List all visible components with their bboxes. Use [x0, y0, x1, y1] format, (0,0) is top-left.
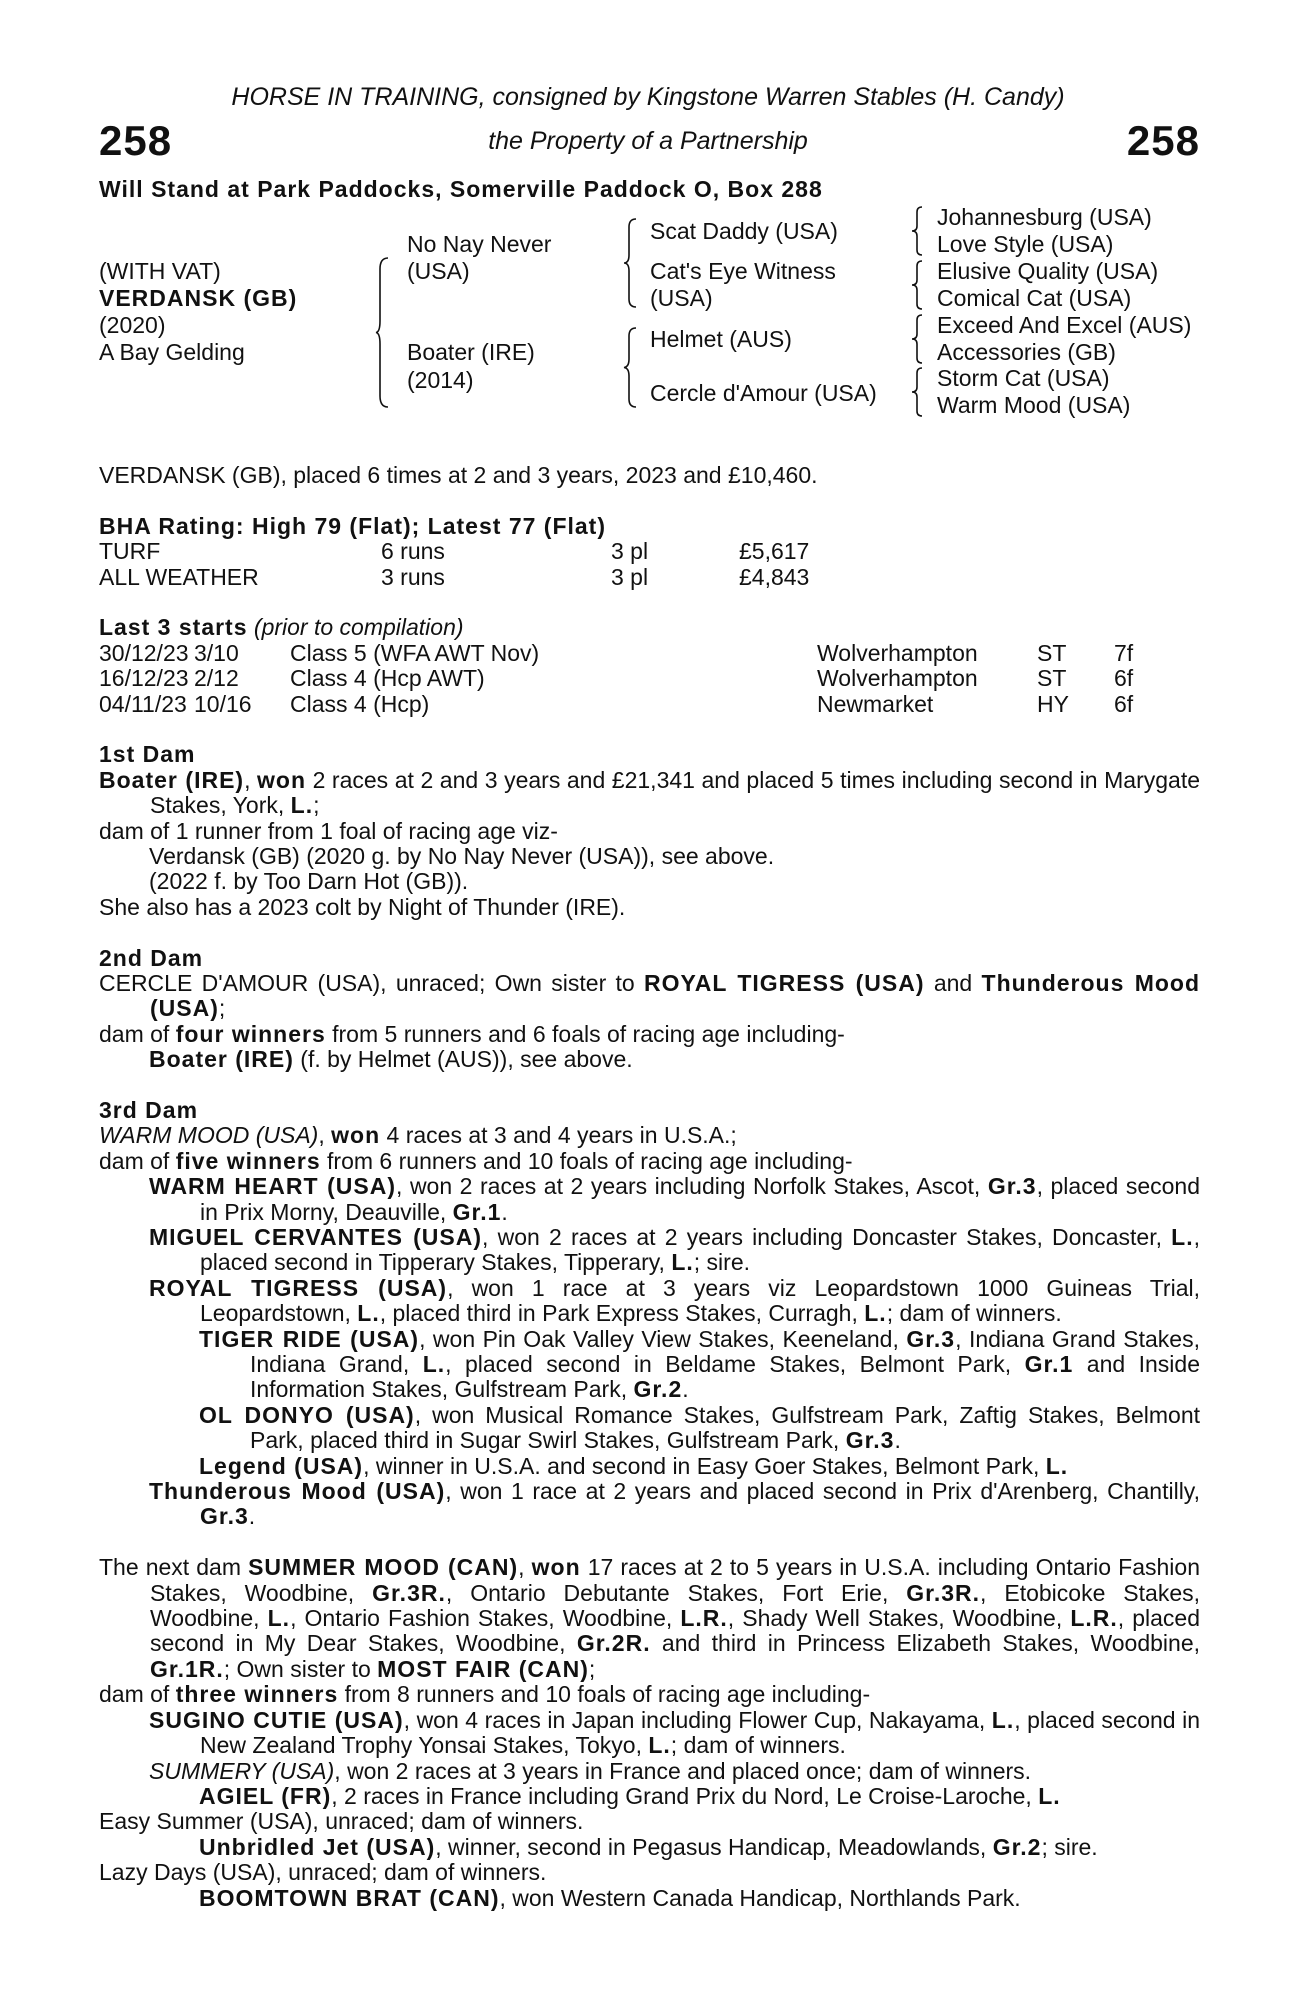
text: ; sire. [693, 1249, 751, 1276]
pedigree-paragraph [99, 1555, 1200, 1682]
runs: 6 runs [381, 538, 445, 565]
text: , winner, second in Pegasus Handicap, Meadowlands, [435, 1833, 993, 1860]
text: 4 races at 3 and 4 years in U.S.A.; [380, 1122, 737, 1149]
text: , winner in U.S.A. and second in Easy Goer Stakes, Belmont Park, [363, 1452, 1046, 1479]
bold-text: SUMMER MOOD (CAN) [248, 1554, 519, 1581]
text: , won 1 race at 2 years and placed second in Prix d'Arenberg, Chantilly, [445, 1478, 1200, 1505]
text: , won Pin Oak Valley View Stakes, Keeneland, [419, 1325, 907, 1352]
brace-icon [912, 206, 924, 256]
bold-text: L. [1045, 1452, 1069, 1479]
bold-text: L.R. [680, 1605, 728, 1632]
rating-row [99, 565, 1200, 590]
pedigree-paragraph [99, 1047, 1200, 1072]
bold-text: Legend (USA) [199, 1452, 364, 1479]
text: , Etobicoke Stakes, Woodbine, [150, 1579, 1201, 1632]
bold-text: four winners [175, 1020, 326, 1047]
text: dam of 1 runner from 1 foal of racing age viz- [99, 817, 558, 844]
placed: 3 pl [611, 563, 649, 590]
text: , placed third in Park Express Stakes, Curragh, [379, 1300, 865, 1327]
bold-text: Gr.3 [845, 1427, 895, 1454]
brace-icon [912, 260, 924, 310]
text: , won 4 races in Japan including Flower Cup, Nakayama, [403, 1706, 992, 1733]
bold-text: Gr.2 [633, 1376, 683, 1403]
pedigree-paragraph [99, 895, 1200, 920]
bold-text: ROYAL TIGRESS (USA) [149, 1274, 448, 1301]
pedigree-paragraph [99, 971, 1200, 1022]
text: Lazy Days (USA), unraced; dam of winners. [99, 1859, 547, 1886]
text: , Ontario Debutante Stakes, Fort Erie, [445, 1579, 907, 1606]
text: ; sire. [1041, 1833, 1098, 1860]
sire-dam: Cat's Eye Witness [650, 258, 836, 284]
start-course: Wolverhampton [817, 639, 978, 666]
text: and Inside Information Stakes, Gulfstream Park, [250, 1351, 1200, 1403]
start-race: Class 5 (WFA AWT Nov) [290, 639, 540, 666]
bold-text: Unbridled Jet (USA) [199, 1833, 436, 1860]
brace-icon [912, 367, 924, 417]
italic-text: SUMMERY (USA) [149, 1757, 335, 1784]
text: . [501, 1198, 508, 1225]
bold-text: SUGINO CUTIE (USA) [149, 1706, 404, 1733]
pedigree-paragraph [99, 742, 1200, 767]
text: The next dam [99, 1554, 249, 1581]
text: from 8 runners and 10 foals of racing age including- [338, 1681, 871, 1708]
great-grandparent: Accessories (GB) [937, 339, 1116, 365]
pedigree-paragraph [99, 1809, 1200, 1834]
surface: ALL WEATHER [99, 563, 259, 590]
bold-text: L. [1038, 1782, 1061, 1809]
bold-text: Thunderous Mood (USA) [150, 969, 1201, 1022]
text: from 6 runners and 10 foals of racing age including- [320, 1147, 853, 1174]
horse-name: VERDANSK (GB) [99, 285, 298, 311]
ownership-subtitle: the Property of a Partnership [488, 127, 808, 155]
text: CERCLE D'AMOUR (USA), unraced; Own sister to [99, 969, 645, 996]
text: and [924, 969, 982, 996]
text: dam of [99, 1020, 176, 1047]
bold-text: five winners [175, 1147, 321, 1174]
text: Easy Summer (USA), unraced; dam of winners. [99, 1808, 584, 1835]
pedigree-paragraph [99, 869, 1200, 894]
foaling-year: (2020) [99, 312, 166, 338]
text: ; dam of winners. [886, 1300, 1062, 1327]
bold-text: Gr.3 [906, 1325, 956, 1352]
bold-text: Gr.1 [452, 1198, 502, 1225]
text: , placed second in My Dear Stakes, Woodbine, [150, 1605, 1201, 1657]
vat-note: (WITH VAT) [99, 258, 221, 284]
brace-icon [376, 257, 390, 408]
great-grandparent: Warm Mood (USA) [937, 392, 1131, 418]
bold-text: Gr.1R. [150, 1655, 224, 1682]
earnings: £5,617 [739, 538, 810, 565]
sire-name: No Nay Never [407, 231, 552, 257]
race-summary [99, 463, 1200, 488]
bold-text: Thunderous Mood (USA) [149, 1478, 446, 1505]
text: dam of [99, 1147, 176, 1174]
text: ; dam of winners. [670, 1732, 846, 1759]
pedigree-paragraph [99, 1708, 1200, 1759]
text: . [894, 1427, 901, 1454]
bold-text: L. [1171, 1223, 1194, 1250]
bold-text: Gr.2 [992, 1833, 1042, 1860]
bold-text: OL DONYO (USA) [199, 1401, 415, 1428]
start-date: 04/11/23 [99, 690, 187, 717]
text: (2022 f. by Too Darn Hot (GB)). [149, 868, 469, 895]
pedigree-paragraph [99, 819, 1200, 844]
text: , won 2 races at 2 years including Doncaster Stakes, Doncaster, [482, 1223, 1172, 1250]
text: ; [588, 1655, 596, 1682]
bold-text: Boater (IRE) [149, 1046, 294, 1073]
surface: TURF [99, 538, 161, 565]
pedigree-paragraph [99, 844, 1200, 869]
great-grandparent: Storm Cat (USA) [937, 365, 1110, 391]
pedigree-paragraph [99, 1149, 1200, 1174]
bold-text: Gr.3R. [906, 1579, 981, 1606]
placed: 3 pl [611, 538, 649, 565]
stand-location: Will Stand at Park Paddocks, Somerville Paddock O, Box 288 [99, 176, 823, 202]
bold-text: WARM HEART (USA) [149, 1173, 397, 1200]
bold-text: MIGUEL CERVANTES (USA) [149, 1223, 483, 1250]
text: , placed second in Tipperary Stakes, Tipperary, [200, 1223, 1200, 1276]
pedigree-paragraph [99, 1835, 1200, 1860]
horse-description: A Bay Gelding [99, 339, 245, 365]
text: 2 races at 2 and 3 years and £21,341 and placed 5 times including second in Marygate Stakes, York, [150, 766, 1201, 819]
bold-text: L. [267, 1605, 291, 1632]
earnings: £4,843 [739, 563, 810, 590]
last-start-row [99, 641, 1200, 666]
text: . [248, 1503, 256, 1530]
start-dist: 6f [1114, 690, 1134, 717]
last-starts-title: Last 3 starts [99, 614, 248, 641]
start-course: Wolverhampton [817, 665, 978, 692]
bold-text: L. [357, 1300, 380, 1327]
dam-dam: Cercle d'Amour (USA) [650, 380, 877, 406]
bold-text: TIGER RIDE (USA) [199, 1325, 420, 1352]
consignor-title: HORSE IN TRAINING, consigned by Kingstone Warren Stables (H. Candy) [231, 83, 1065, 111]
great-grandparent: Elusive Quality (USA) [937, 258, 1159, 284]
bold-text: Gr.1 [1024, 1351, 1074, 1378]
pedigree-paragraph [99, 1276, 1200, 1327]
brace-icon [912, 314, 924, 364]
text: 17 races at 2 to 5 years in U.S.A. including Ontario Fashion Stakes, Woodbine, [150, 1554, 1200, 1606]
text: , [244, 766, 258, 793]
dam-name: Boater (IRE) [407, 339, 535, 365]
runs: 3 runs [381, 563, 445, 590]
bold-text: AGIEL (FR) [199, 1782, 332, 1809]
start-date: 30/12/23 [99, 639, 189, 666]
text: (f. by Helmet (AUS)), see above. [293, 1046, 633, 1073]
text: , Indiana Grand Stakes, Indiana Grand, [250, 1325, 1200, 1378]
start-race: Class 4 (Hcp) [290, 690, 430, 717]
great-grandparent: Love Style (USA) [937, 231, 1114, 257]
great-grandparent: Comical Cat (USA) [937, 285, 1132, 311]
dam-year: (2014) [407, 367, 474, 393]
bold-text: Boater (IRE) [99, 766, 245, 793]
rating-heading [99, 514, 1200, 539]
pedigree-paragraph [99, 1479, 1200, 1530]
start-course: Newmarket [817, 690, 934, 717]
last-start-row [99, 666, 1200, 691]
sire-country: (USA) [407, 258, 470, 284]
rating-heading-text: BHA Rating: High 79 (Flat); Latest 77 (Flat) [99, 512, 606, 539]
start-going: ST [1037, 665, 1067, 692]
text: ; [218, 995, 226, 1022]
text: , [518, 1554, 532, 1581]
text: , placed second in Beldame Stakes, Belmont Park, [445, 1351, 1025, 1378]
text: . [682, 1376, 689, 1403]
text: ; Own sister to [223, 1655, 378, 1682]
brace-icon [624, 327, 638, 408]
pedigree-paragraph [99, 768, 1200, 819]
bold-text: Gr.2R. [576, 1630, 651, 1657]
start-pos: 10/16 [194, 690, 252, 717]
great-grandparent: Exceed And Excel (AUS) [937, 312, 1192, 338]
bold-text: won [531, 1554, 581, 1581]
text: , Ontario Fashion Stakes, Woodbine, [290, 1605, 681, 1632]
pedigree-paragraph [99, 1225, 1200, 1276]
bold-text: L. [422, 1351, 446, 1378]
text: and third in Princess Elizabeth Stakes, Woodbine, [650, 1630, 1200, 1657]
last-starts-heading [99, 615, 1200, 640]
pedigree-paragraph [99, 1682, 1200, 1707]
pedigree-paragraph [99, 1174, 1200, 1225]
dam-sire: Helmet (AUS) [650, 326, 792, 352]
bold-text: won [331, 1122, 381, 1149]
bold-text: L. [991, 1706, 1015, 1733]
summary-text: VERDANSK (GB), placed 6 times at 2 and 3 years, 2023 and £10,460. [99, 462, 818, 488]
text: , 2 races in France including Grand Prix du Nord, Le Croise-Laroche, [331, 1782, 1039, 1809]
catalogue-body [99, 463, 1200, 1911]
lot-number-left: 258 [99, 117, 173, 164]
bold-text: Gr.3 [200, 1503, 249, 1530]
text: , placed second in New Zealand Trophy Yonsai Stakes, Tokyo, [200, 1706, 1201, 1759]
bold-text: 2nd Dam [99, 944, 204, 971]
pedigree-paragraph [99, 1123, 1200, 1148]
start-race: Class 4 (Hcp AWT) [290, 665, 485, 692]
pedigree-paragraph [99, 1759, 1200, 1784]
text: Verdansk (GB) (2020 g. by No Nay Never (USA)), see above. [149, 842, 775, 869]
pedigree-paragraph [99, 1886, 1200, 1911]
pedigree-paragraph [99, 1860, 1200, 1885]
bold-text: 3rd Dam [99, 1096, 199, 1123]
lot-number-right: 258 [1126, 117, 1200, 164]
text: , won Western Canada Handicap, Northlands Park. [499, 1884, 1021, 1911]
italic-text: WARM MOOD (USA) [99, 1122, 319, 1149]
text: , placed second in Prix Morny, Deauville, [200, 1173, 1200, 1225]
bold-text: Gr.3R. [372, 1579, 446, 1606]
text: She also has a 2023 colt by Night of Thunder (IRE). [99, 893, 626, 920]
brace-icon [624, 218, 638, 308]
text: ; [313, 792, 320, 819]
sire-dam-country: (USA) [650, 285, 713, 311]
bold-text: L.R. [1070, 1605, 1118, 1632]
start-dist: 7f [1114, 639, 1134, 666]
sire-sire: Scat Daddy (USA) [650, 218, 838, 244]
text: , won 1 race at 3 years viz Leopardstown 1000 Guineas Trial, Leopardstown, [200, 1274, 1200, 1327]
bold-text: L. [671, 1249, 694, 1276]
start-date: 16/12/23 [99, 665, 189, 692]
start-going: HY [1037, 690, 1069, 717]
start-pos: 2/12 [194, 665, 239, 692]
text: from 5 runners and 6 foals of racing age including- [325, 1020, 845, 1047]
bold-text: Gr.3 [987, 1173, 1037, 1200]
text: , [318, 1122, 332, 1149]
bold-text: L. [648, 1732, 671, 1759]
rating-row [99, 539, 1200, 564]
bold-text: ROYAL TIGRESS (USA) [644, 969, 925, 996]
start-pos: 3/10 [194, 639, 239, 666]
start-going: ST [1037, 639, 1067, 666]
text: , Shady Well Stakes, Woodbine, [727, 1605, 1071, 1632]
bold-text: BOOMTOWN BRAT (CAN) [199, 1884, 500, 1911]
pedigree-paragraph [99, 946, 1200, 971]
great-grandparent: Johannesburg (USA) [937, 204, 1152, 230]
pedigree-paragraph [99, 1327, 1200, 1403]
text: dam of [99, 1681, 176, 1708]
start-dist: 6f [1114, 665, 1134, 692]
text: , won Musical Romance Stakes, Gulfstream Park, Zaftig Stakes, Belmont Park, placed third in Sugar Swirl Stakes, Gulfstream Park, [250, 1401, 1201, 1454]
bold-text: three winners [175, 1681, 339, 1708]
bold-text: L. [864, 1300, 887, 1327]
pedigree-paragraph [99, 1403, 1200, 1454]
text: , won 2 races at 3 years in France and placed once; dam of winners. [334, 1757, 1032, 1784]
bold-text: L. [290, 792, 314, 819]
pedigree-paragraph [99, 1022, 1200, 1047]
bold-text: 1st Dam [99, 741, 196, 768]
pedigree-paragraph [99, 1454, 1200, 1479]
pedigree-paragraph [99, 1784, 1200, 1809]
last-starts-note: (prior to compilation) [253, 614, 464, 641]
last-start-row [99, 692, 1200, 717]
pedigree-paragraph [99, 1098, 1200, 1123]
bold-text: MOST FAIR (CAN) [377, 1655, 589, 1682]
text: , won 2 races at 2 years including Norfolk Stakes, Ascot, [396, 1173, 988, 1200]
bold-text: won [257, 766, 307, 793]
